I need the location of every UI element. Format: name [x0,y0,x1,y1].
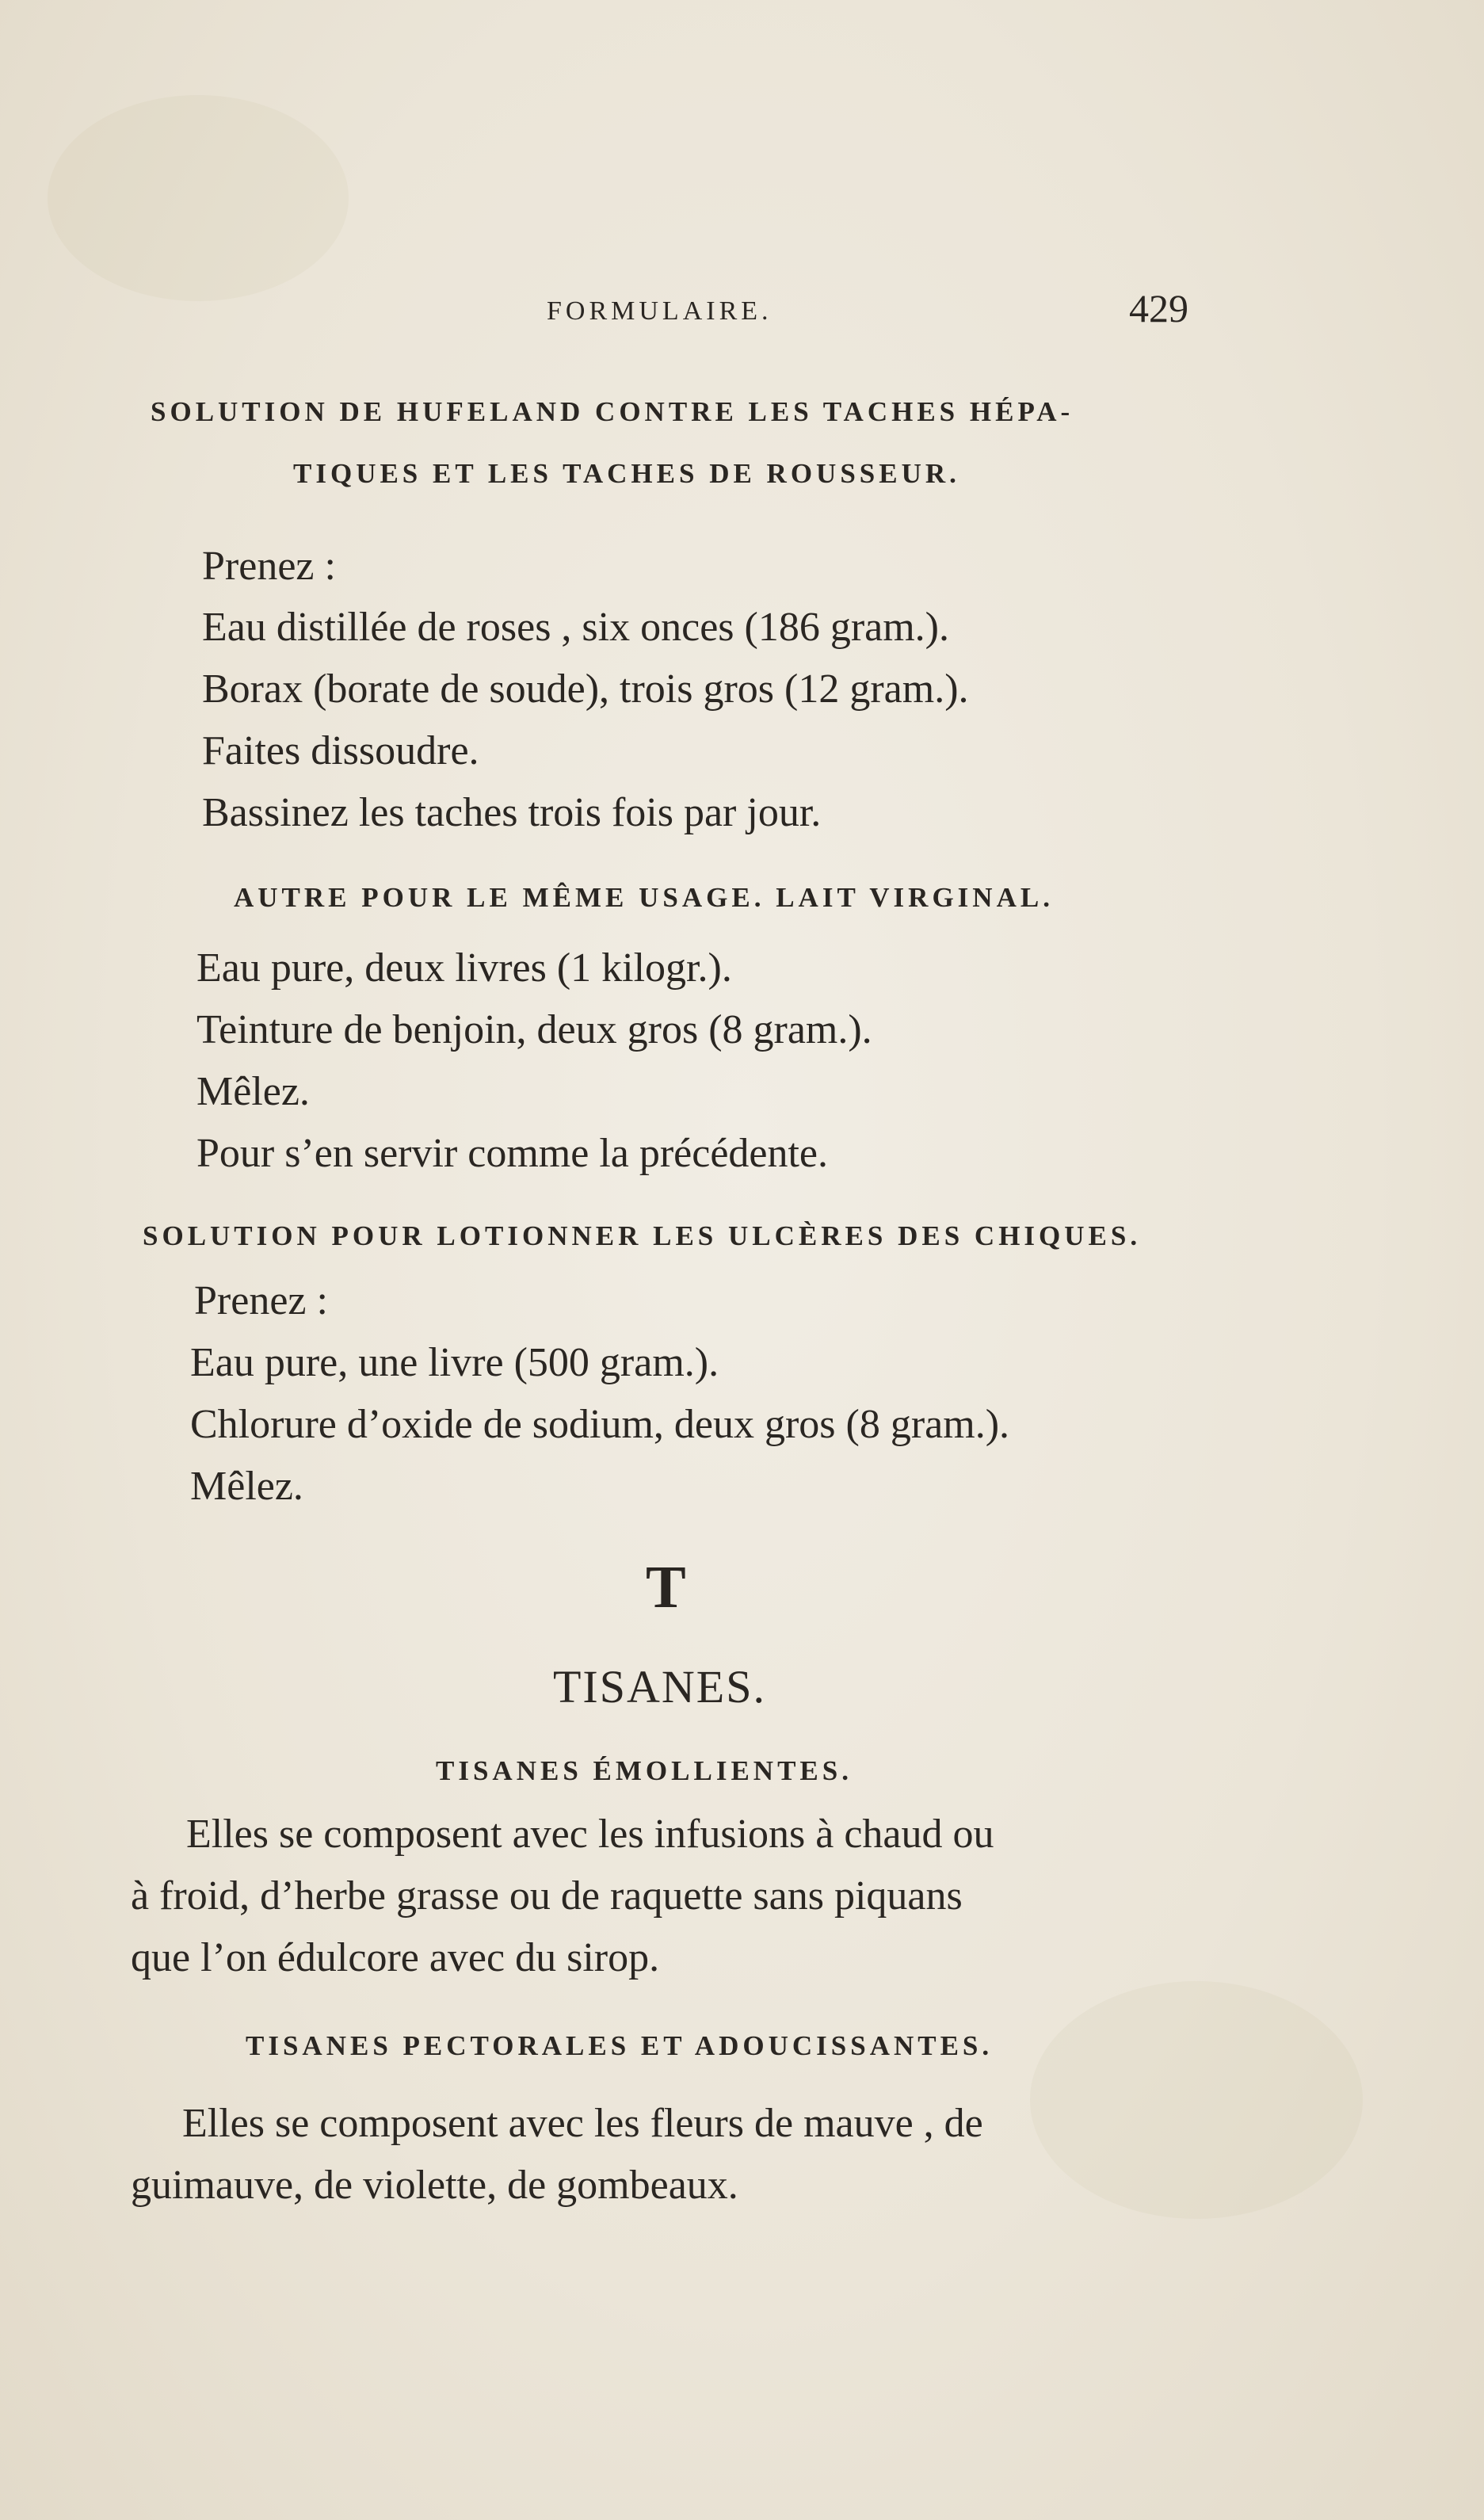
recipe-line: Mêlez. [190,1464,303,1509]
recipe-line: Pour s’en servir comme la précédente. [196,1131,829,1176]
recipe-line: Teinture de benjoin, deux gros (8 gram.). [196,1007,872,1052]
recipe-line: Faites dissoudre. [202,728,479,773]
paragraph-line: que l’on édulcore avec du sirop. [131,1935,660,1980]
running-head-title: FORMULAIRE. [547,296,773,326]
paragraph-line: Elles se composent avec les infusions à chaud ou [186,1812,994,1857]
recipe-line: Prenez : [202,544,336,589]
heading-hufeland-line-2: TIQUES ET LES TACHES DE ROUSSEUR. [293,458,960,489]
paragraph-line: à froid, d’herbe grasse ou de raquette sans piquans [131,1873,963,1919]
recipe-line: Chlorure d’oxide de sodium, deux gros (8 gram.). [190,1402,1010,1447]
page-number: 429 [1129,286,1188,330]
section-letter: T [646,1554,686,1621]
heading-hufeland-line-1: SOLUTION DE HUFELAND CONTRE LES TACHES HÉPA- [151,396,1074,427]
heading-lait-virginal: AUTRE POUR LE MÊME USAGE. LAIT VIRGINAL. [234,882,1054,913]
heading-chiques: SOLUTION POUR LOTIONNER LES ULCÈRES DES CHIQUES. [143,1220,1142,1251]
paragraph-line: Elles se composent avec les fleurs de mauve , de [182,2101,983,2146]
heading-tisanes-emollientes: TISANES ÉMOLLIENTES. [436,1755,853,1786]
recipe-line: Bassinez les taches trois fois par jour. [202,790,822,835]
paper-stain [1030,1981,1363,2219]
recipe-line: Eau distillée de roses , six onces (186 gram.). [202,605,949,650]
recipe-line: Mêlez. [196,1069,310,1114]
heading-tisanes-pectorales: TISANES PECTORALES ET ADOUCISSANTES. [246,2030,994,2061]
recipe-line: Eau pure, une livre (500 gram.). [190,1340,719,1385]
running-head [0,285,1484,333]
paragraph-line: guimauve, de violette, de gombeaux. [131,2163,738,2208]
paper-stain [48,95,349,301]
section-title: TISANES. [553,1661,766,1712]
recipe-line: Borax (borate de soude), trois gros (12 gram.). [202,666,969,712]
recipe-line: Eau pure, deux livres (1 kilogr.). [196,945,732,991]
recipe-line: Prenez : [194,1278,328,1323]
